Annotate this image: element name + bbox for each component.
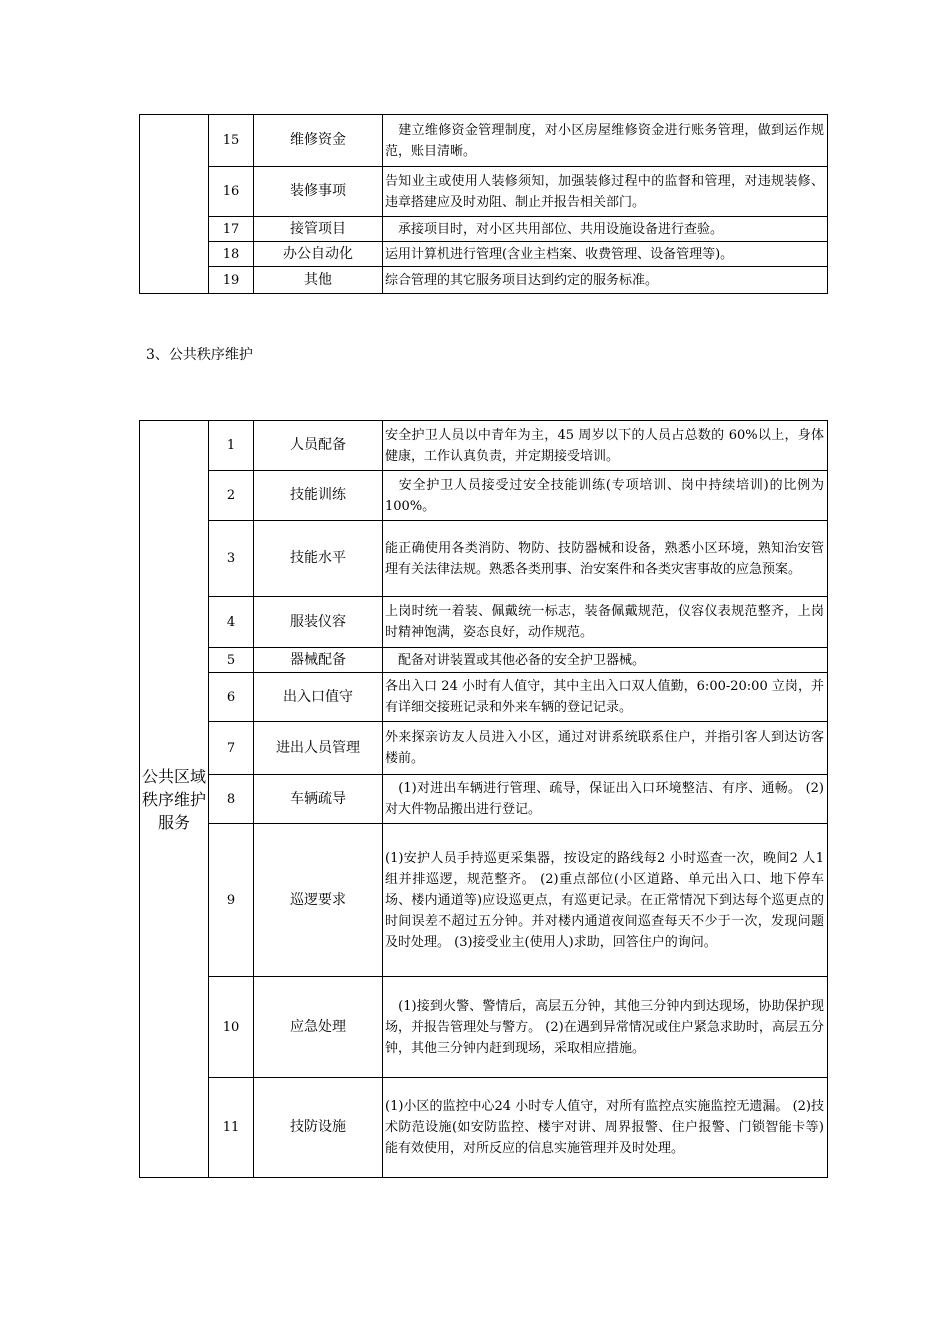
item-name: 车辆疏导 (254, 775, 383, 824)
row-number: 17 (209, 217, 254, 242)
table-row (140, 824, 828, 977)
row-number: 11 (209, 1078, 254, 1178)
item-description: 告知业主或使用人装修须知，加强装修过程中的监督和管理，对违规装修、违章搭建应及时劝阻、制止并报告相关部门。 (383, 167, 828, 217)
maintenance-table-continued (139, 114, 828, 294)
item-name: 技能训练 (254, 471, 383, 521)
item-name: 维修资金 (254, 115, 383, 167)
row-number: 15 (209, 115, 254, 167)
category-cell (140, 115, 209, 294)
item-name: 接管项目 (254, 217, 383, 242)
table-row (140, 977, 828, 1078)
row-number: 5 (209, 648, 254, 673)
table-row (140, 242, 828, 267)
item-name: 人员配备 (254, 421, 383, 471)
row-number: 4 (209, 597, 254, 648)
table-row (140, 648, 828, 673)
table-row (140, 1078, 828, 1178)
item-name: 技防设施 (254, 1078, 383, 1178)
row-number: 19 (209, 267, 254, 294)
item-description: 配备对讲装置或其他必备的安全护卫器械。 (383, 648, 828, 673)
section-heading: 3、公共秩序维护 (146, 347, 253, 363)
table-row (140, 722, 828, 775)
item-description: 运用计算机进行管理(含业主档案、收费管理、设备管理等)。 (383, 242, 828, 267)
item-description: 外来探亲访友人员进入小区，通过对讲系统联系住户，并指引客人到达访客楼前。 (383, 722, 828, 775)
item-name: 器械配备 (254, 648, 383, 673)
table-row (140, 167, 828, 217)
item-description: 上岗时统一着装、佩戴统一标志，装备佩戴规范，仪容仪表规范整齐，上岗时精神饱满，姿态良好，动作规范。 (383, 597, 828, 648)
item-description: 综合管理的其它服务项目达到约定的服务标准。 (383, 267, 828, 294)
table-row (140, 421, 828, 471)
item-description: 建立维修资金管理制度，对小区房屋维修资金进行账务管理，做到运作规范，账目清晰。 (383, 115, 828, 167)
row-number: 6 (209, 673, 254, 722)
table-row (140, 115, 828, 167)
item-description: (1)接到火警、警情后，高层五分钟，其他三分钟内到达现场，协助保护现场，并报告管理处与警方。 (2)在遇到异常情况或住户紧急求助时，高层五分钟，其他三分钟内赶到现场，采取相应措施。 (383, 977, 828, 1078)
item-description: 安全护卫人员以中青年为主，45 周岁以下的人员占总数的 60%以上，身体健康，工作认真负责，并定期接受培训。 (383, 421, 828, 471)
item-name: 办公自动化 (254, 242, 383, 267)
item-name: 技能水平 (254, 521, 383, 597)
row-number: 2 (209, 471, 254, 521)
item-name: 巡逻要求 (254, 824, 383, 977)
item-description: (1)小区的监控中心24 小时专人值守，对所有监控点实施监控无遗漏。 (2)技术防范设施(如安防监控、楼宇对讲、周界报警、住户报警、门锁智能卡等)能有效使用，对所反应的信息实施管理并及时处理。 (383, 1078, 828, 1178)
row-number: 9 (209, 824, 254, 977)
item-description: (1)安护人员手持巡更采集器，按设定的路线每2 小时巡查一次，晚间2 人1 组并排巡逻，规范整齐。 (2)重点部位(小区道路、单元出入口、地下停车场、楼内通道等)应设巡更点，有巡更记录。在正常情况下到达每个巡更点的时间误差不超过五分钟。并对楼内通道夜间巡查每天不少于一次，发现问题及时处理。 (3)接受业主(使用人)求助，回答住户的询问。 (383, 824, 828, 977)
category-cell: 公共区域秩序维护服务 (140, 421, 209, 1178)
row-number: 8 (209, 775, 254, 824)
item-description: (1)对进出车辆进行管理、疏导，保证出入口环境整洁、有序、通畅。 (2)对大件物品搬出进行登记。 (383, 775, 828, 824)
item-description: 各出入口 24 小时有人值守，其中主出入口双人值勤，6:00-20:00 立岗，并有详细交接班记录和外来车辆的登记记录。 (383, 673, 828, 722)
item-description: 能正确使用各类消防、物防、技防器械和设备，熟悉小区环境，熟知治安管理有关法律法规。熟悉各类刑事、治安案件和各类灾害事故的应急预案。 (383, 521, 828, 597)
table-row (140, 597, 828, 648)
row-number: 7 (209, 722, 254, 775)
table-row (140, 673, 828, 722)
row-number: 10 (209, 977, 254, 1078)
table-row (140, 775, 828, 824)
table-row (140, 471, 828, 521)
table-row (140, 521, 828, 597)
row-number: 3 (209, 521, 254, 597)
item-name: 其他 (254, 267, 383, 294)
table-row (140, 267, 828, 294)
item-description: 安全护卫人员接受过安全技能训练(专项培训、岗中持续培训)的比例为100%。 (383, 471, 828, 521)
row-number: 1 (209, 421, 254, 471)
item-description: 承接项目时，对小区共用部位、共用设施设备进行查验。 (383, 217, 828, 242)
item-name: 应急处理 (254, 977, 383, 1078)
item-name: 出入口值守 (254, 673, 383, 722)
item-name: 进出人员管理 (254, 722, 383, 775)
item-name: 服装仪容 (254, 597, 383, 648)
row-number: 16 (209, 167, 254, 217)
public-order-table (139, 420, 828, 1178)
item-name: 装修事项 (254, 167, 383, 217)
row-number: 18 (209, 242, 254, 267)
table-row (140, 217, 828, 242)
